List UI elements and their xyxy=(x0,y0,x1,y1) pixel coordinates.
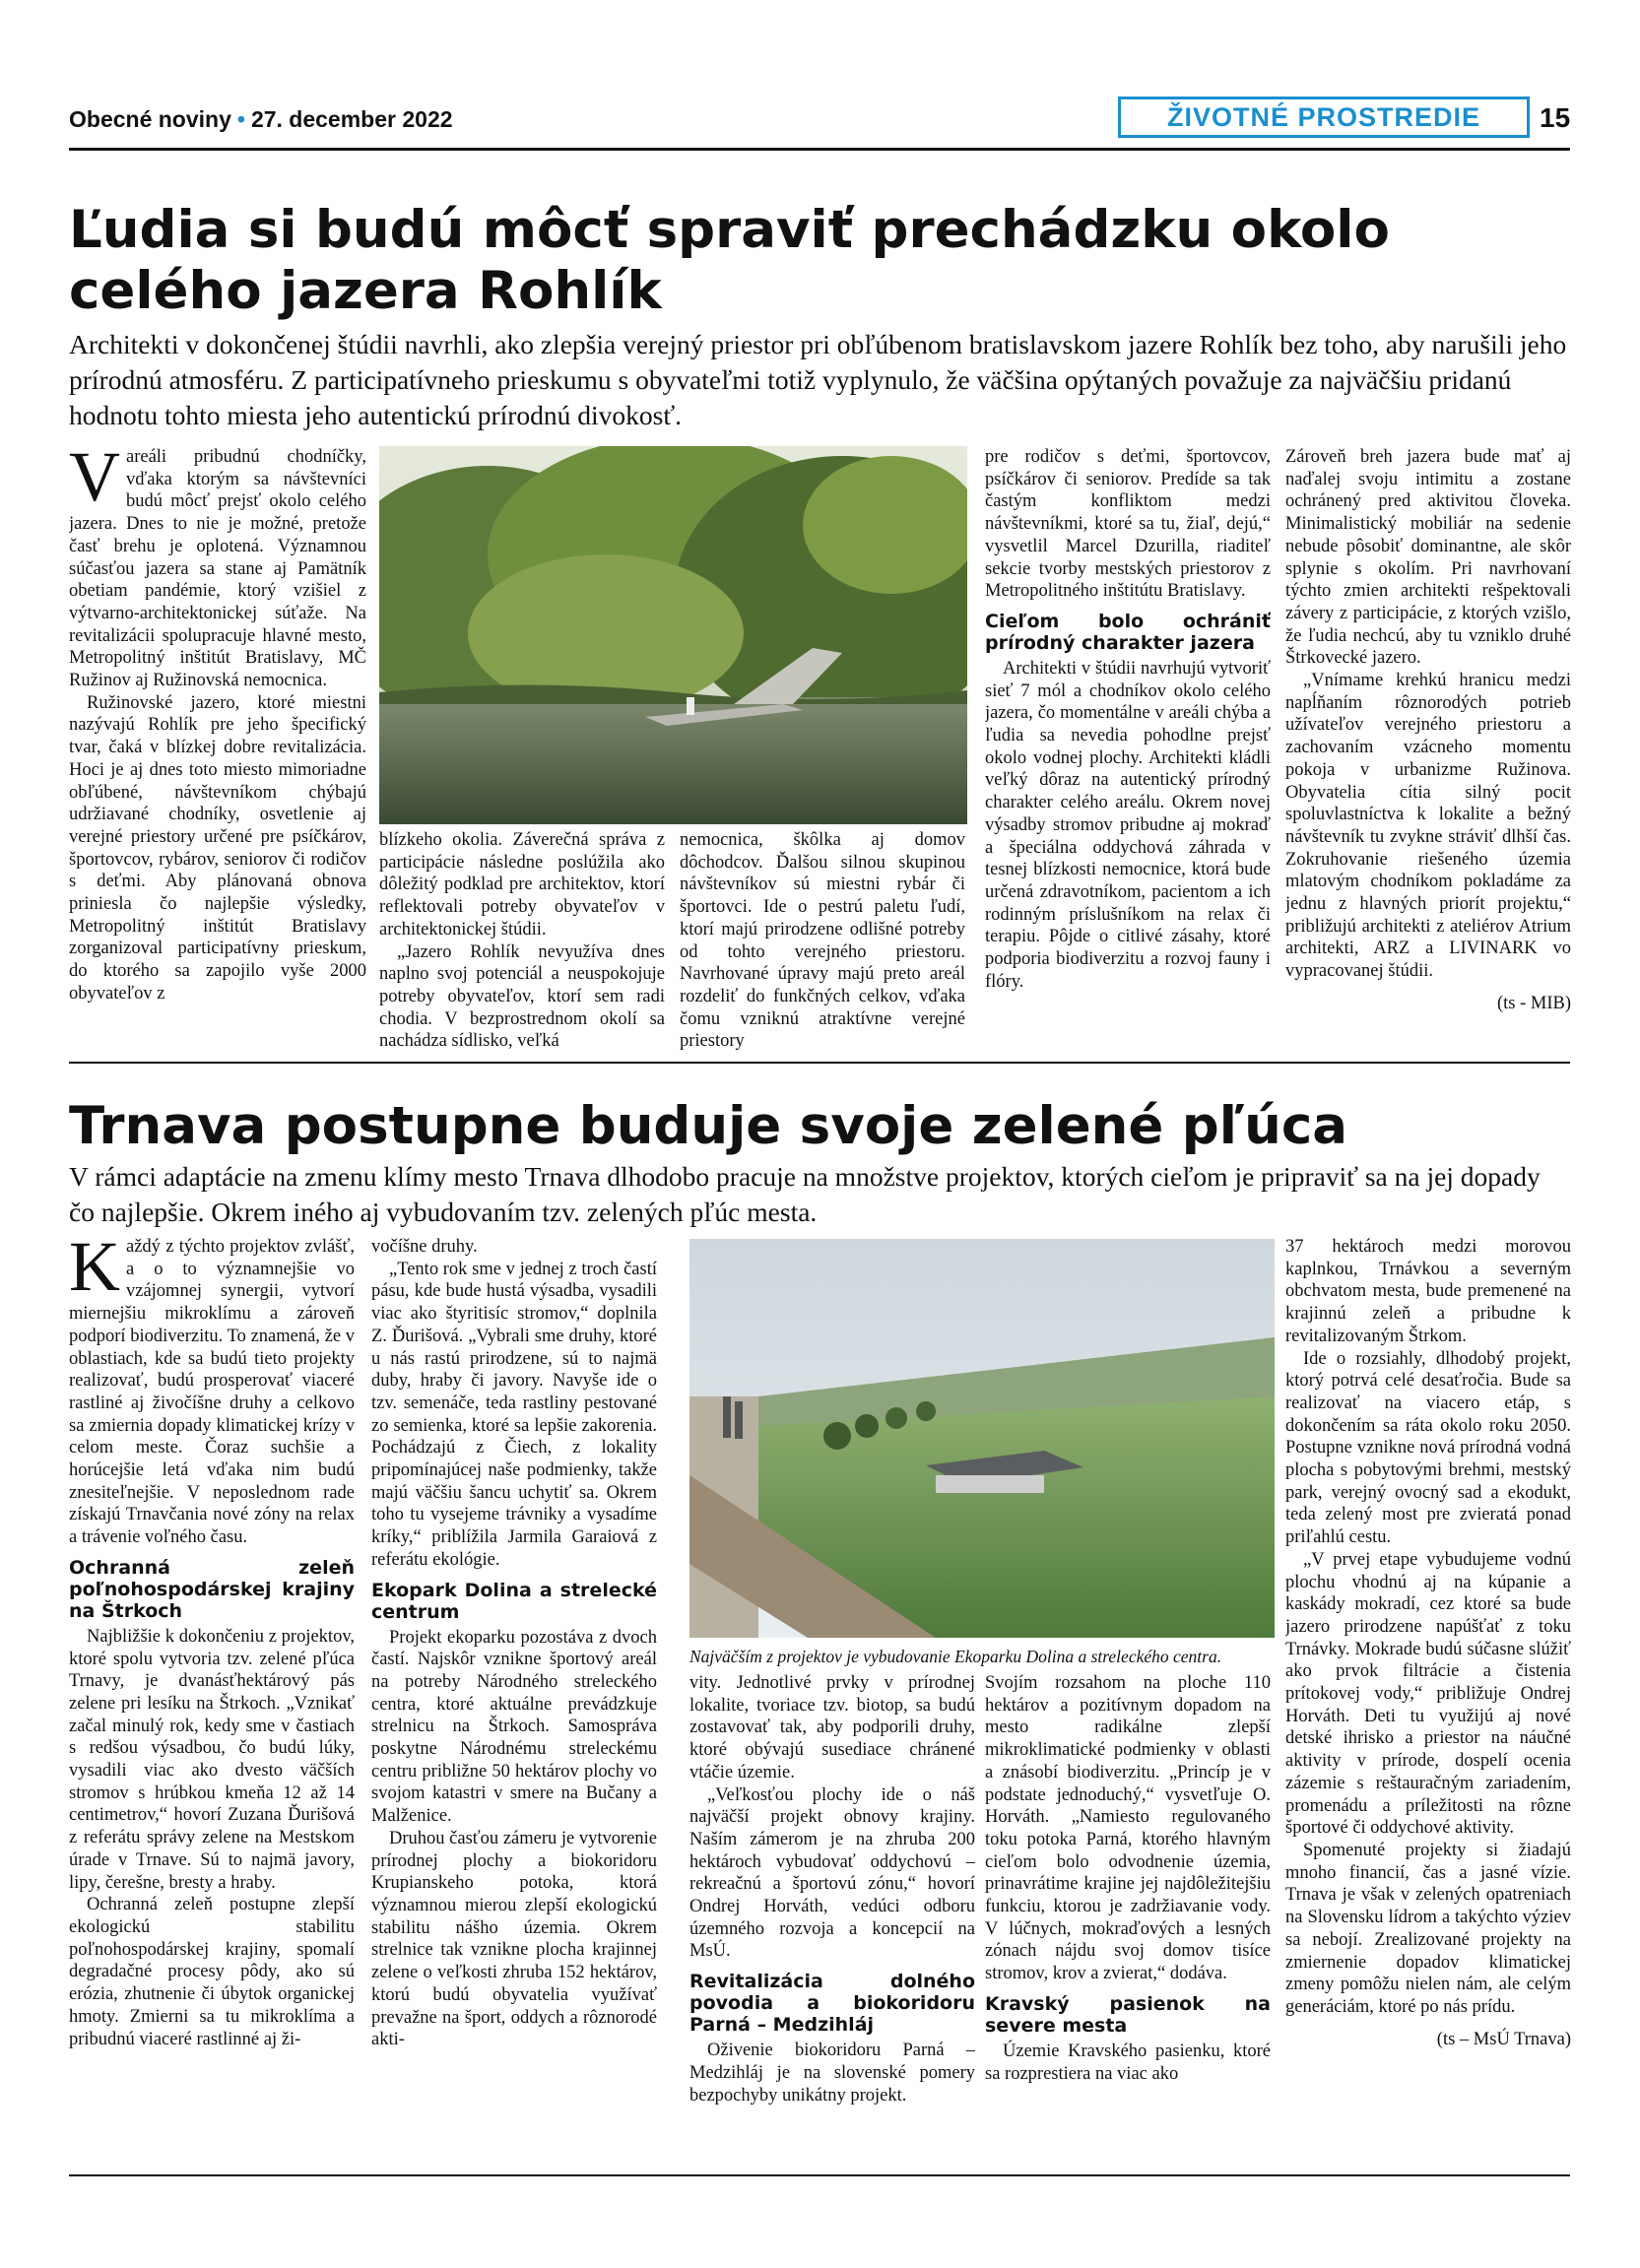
issue-date: 27. december 2022 xyxy=(250,106,453,132)
top-rule xyxy=(69,148,1570,151)
separator-dot: • xyxy=(236,106,245,132)
article2-title: Trnava postupne buduje svoje zelené pľúca xyxy=(69,1096,1348,1156)
paragraph: vočíšne druhy. xyxy=(371,1237,478,1257)
article1-column-1 xyxy=(69,446,366,1057)
article1-title: Ľudia si budú môcť spraviť prechádzku okolo celého jazera Rohlík xyxy=(69,200,1390,321)
article2-column-2 xyxy=(371,1236,657,2170)
paragraph: Územie Kravského pasienku, ktoré sa rozprestiera na viac ako xyxy=(985,2041,1271,2084)
paragraph: blízkeho okolia. Záverečná správa z participácie následne poslúžila ako dôležitý podklad pre architektov, ktorí reflektovali potreby obyvateľov v architektonickej štúdii. xyxy=(379,830,665,940)
article1-column-5 xyxy=(1285,446,1571,1057)
drop-cap: K xyxy=(69,1236,120,1306)
paragraph: pre rodičov s deťmi, športovcov, psíčkárov či seniorov. Predíde sa tak častým konfliktom medzi návštevníkmi, ktoré sa tu, žiaľ, dejú,“ vysvetlil Marcel Dzurilla, riaditeľ sekcie tvorby mestských priestorov z Metropolitného inštitútu Bratislavy. xyxy=(985,447,1271,602)
paragraph: Ochranná zeleň postupne zlepší ekologickú stabilitu poľnohospodárskej krajiny, spomalí degradačné procesy pôdy, ako sú erózia, zhutnenie či úbytok organickej hmoty. Zmierni sa tu mikroklíma a pribudnú viaceré rastlinné aj ži- xyxy=(69,1895,355,2049)
article-divider xyxy=(69,1062,1570,1064)
article2-subhead-3: Revitalizácia dolného povodia a biokoridoru Parná – Medzihláj xyxy=(689,1971,975,2037)
bottom-rule xyxy=(69,2174,1570,2176)
paragraph: „Veľkosťou plochy ide o náš najväčší projekt obnovy krajiny. Naším zámerom je na zhruba 200 hektároch vybudovať oddychovú – rekreačnú a športovú zónu,“ hovorí Ondrej Horváth, vedúci odboru územného rozvoja a koncepcií na MsÚ. xyxy=(689,1784,975,1962)
paragraph: Spomenuté projekty si žiadajú mnoho financií, čas a jasné vízie. Trnava je však v zelených opatreniach na Slovensku lídrom a takýchto výziev sa nebojí. Zrealizované projekty na zmiernenie dopadov klimatickej zmeny pomôžu nielen nám, ale celým generáciám, ktoré po nás prídu. xyxy=(1285,1840,1571,2017)
article2-lead: V rámci adaptácie na zmenu klímy mesto Trnava dlhodobo pracuje na množstve projektov, ktorých cieľom je pripraviť sa na jej dopady čo najlepšie. Okrem iného aj vybudovaním tzv. zelených pľúc mesta. xyxy=(69,1161,1541,1227)
paragraph: „Tento rok sme v jednej z troch častí pásu, kde bude hustá výsadba, vysadili viac ako štyritisíc stromov,“ doplnila Z. Ďurišová. „Vybrali sme druhy, ktoré u nás rastú prirodzene, sú to najmä duby, hraby či javory. Navyše ide o tzv. semenáče, teda rastliny pestované zo semienka, ktoré sa lepšie zakorenia. Pochádzajú z Čiech, z lokality pripomínajúcej naše podmienky, takže majú väčšiu šancu uchytiť sa. Okrem toho tu vysejeme trávniky a vysadíme kríky,“ priblížila Jarmila Garaiová z referátu ekológie. xyxy=(371,1259,657,1570)
paragraph: vity. Jednotlivé prvky v prírodnej lokalite, tvoriace tzv. biotop, sa budú zostavovať tak, aby podporili druhy, ktoré obývajú susediace chránené vtáčie územie. xyxy=(689,1673,975,1782)
section-label: ŽIVOTNÉ PROSTREDIE xyxy=(1118,97,1530,138)
paragraph: Najbližšie k dokončeniu z projektov, ktoré spolu vytvoria tzv. zelené pľúca Trnavy, je dvanásťhektárový pás zelene pri lesíku na Štrkoch. „Vznikať začal minulý rok, kedy sme v častiach s redšou výsadbou, čo budú lúky, vysadili viac ako dvesto väčších stromov s hrúbkou kmeňa 12 až 14 centimetrov,“ hovorí Zuzana Ďurišová z referátu správy zelene na Mestskom úrade v Trnave. Sú to najmä javory, lipy, čerešne, bresty a hraby. xyxy=(69,1626,355,1893)
article2-subhead-1: Ochranná zeleň poľnohospodárskej krajiny na Štrkoch xyxy=(69,1556,355,1622)
paragraph: Ružinovské jazero, ktoré miestni nazývajú Rohlík pre jeho špecifický tvar, čaká v blízkej dobre revitalizácia. Hoci je aj dnes toto miesto mimoriadne obľúbené, návštevníkom chýbajú udržiavané chodníky, osvetlenie aj verejné priestory určené pre psíčkárov, športovcov, rybárov, seniorov či rodičov s deťmi. Aby plánovaná obnova priniesla čo najlepšie výsledky, Metropolitný inštitút Bratislavy zorganizoval participatívny prieskum, do ktorého sa zapojilo vyše 2000 obyvateľov z xyxy=(69,692,366,1004)
paragraph: „V prvej etape vybudujeme vodnú plochu vhodnú aj na kúpanie a kaskády mokradí, cez ktoré sa bude jazero prirodzene napúšťať z toku Trnávky. Mokrade budú súčasne slúžiť ako prvok filtrácie a čistenia prítokovej vody,“ približuje Ondrej Horváth. Deti tu využijú aj nové detské ihrisko a priestor na náučné aktivity v prírode, dospelí ocenia zázemie s reštauračným zariadením, promenádu a príležitosti na rôzne športové či oddychové aktivity. xyxy=(1285,1549,1571,1839)
article2-column-5 xyxy=(1285,1236,1571,2170)
drop-cap: V xyxy=(69,446,120,516)
paragraph: Zároveň breh jazera bude mať aj naďalej svoju intimitu a zostane ochránený pred aktivitou človeka. Minimalistický mobiliár na sedenie nebude pôsobiť dominantne, ale skôr splynie s okolím. Pri navrhovaní týchto zmien architekti rešpektovali závery z participácie, z ktorých vzišlo, že ľudia nechcú, aby tu vzniklo druhé Štrkovecké jazero. xyxy=(1285,447,1571,669)
paragraph: Ide o rozsiahly, dlhodobý projekt, ktorý potrvá celé desaťročia. Bude sa realizovať na viacero etáp, s dokončením sa ráta okolo roku 2050. Postupne vznikne nová prírodná vodná plocha s pobytovými brehmi, mestský park, verejný ovocný sad a ekodukt, teda zelený most pre zvieratá ponad priľahlú cestu. xyxy=(1285,1348,1571,1548)
photo-caption: Najväčším z projektov je vybudovanie Ekoparku Dolina a streleckého centra. xyxy=(689,1647,1222,1666)
paragraph: „Vnímame krehkú hranicu medzi napĺňaním rôznorodých potrieb užívateľov verejného priestoru a zachovaním vzácneho momentu pokoja v urbanizme Ružinova. Obyvatelia cítia silný pocit spoluvlastníctva k lokalite a bežný návštevník tu zvykne stráviť dlhší čas. Zokruhovanie riešeného územia mlatovým chodníkom pokladáme za jednu z hlavných priorít projektu,“ približujú architekti z ateliérov Atrium architekti, ARZ a LIVINARK vo vypracovanej štúdii. xyxy=(1285,671,1571,982)
paragraph: Architekti v štúdii navrhujú vytvoriť sieť 7 mól a chodníkov okolo celého jazera, čo momentálne v areáli chýba a ľudia sa nevedia pohodlne prejsť okolo vodnej plochy. Architekti kládli veľký dôraz na autentický prírodný charakter celého areálu. Okrem novej výsadby stromov pribudne aj mokraď a špeciálna oddychová záhrada v tesnej blízkosti nemocnice, ktorá bude určená zdravotníkom, pacientom a ich rodinným príslušníkom na relax či terapiu. Pôjde o citlivé zásahy, ktoré podporia biodiverzitu a rozvoj fauny i flóry. xyxy=(985,658,1271,992)
paragraph: nemocnica, škôlka aj domov dôchodcov. Ďalšou silnou skupinou návštevníkov sú miestni rybár či športovci. Ide o pestrú paletu ľudí, ktorí majú prirodzene odlišné potreby od tohto verejného priestoru. Navrhované úpravy majú preto areál rozdeliť do funkčných celkov, vďaka čomu vzniknú atraktívne verejné priestory xyxy=(680,830,965,1052)
article1-column-4 xyxy=(985,446,1271,1057)
article2-subhead-4: Kravský pasienok na severe mesta xyxy=(985,1992,1271,2037)
article1-column-2 xyxy=(379,829,665,1056)
article1-signature: (ts - MIB) xyxy=(1496,993,1571,1013)
masthead-info xyxy=(69,106,453,133)
article1-column-3 xyxy=(680,829,965,1056)
paper-name: Obecné noviny xyxy=(69,106,231,132)
article1-lead: Architekti v dokončenej štúdii navrhli, ako zlepšia verejný priestor pri obľúbenom bratislavskom jazere Rohlík bez toho, aby narušili jeho prírodnú atmosféru. Z participatívneho prieskumu s obyvateľmi totiž vyplynulo, že väčšina opýtaných považuje za najväčšiu pridanú hodnotu tohto miesta jeho autentickú prírodnú divokosť. xyxy=(69,329,1567,430)
paragraph: Oživenie biokoridoru Parná – Medzihláj je na slovenské pomery bezpochyby unikátny projekt. xyxy=(689,2041,975,2106)
article2-column-4 xyxy=(985,1672,1271,2170)
paragraph: aždý z týchto projektov zvlášť, a o to významnejšie vo vzájomnej synergii, vytvorí miernejšiu mikroklímu a zároveň podporí biodiverzitu. To znamená, že v oblastiach, kde sa budú tieto projekty realizovať, budú prosperovať viaceré rastliné aj živočíšne druhy a celkovo sa zmiernia dopady klimatickej krízy v celom meste. Čoraz suchšie a horúcejšie letá vďaka nim budú znesiteľnejšie. V neposlednom rade získajú Trnavčania nové zóny na relax a trávenie voľného času. xyxy=(69,1237,355,1548)
article1-subhead: Cieľom bolo ochrániť prírodný charakter jazera xyxy=(985,610,1271,654)
article2-column-1 xyxy=(69,1236,355,2170)
paragraph: Svojím rozsahom na ploche 110 hektárov a pozitívnym dopadom na mesto radikálne zlepší mikroklimatické podmienky v oblasti a znásobí biodiverzitu. „Princíp je v podstate jednoduchý,“ vysvetľuje O. Horváth. „Namiesto regulovaného toku potoka Parná, ktorého hlavným cieľom bolo odvodnenie územia, prinavrátime krajine jej najdôležitejšiu funkciu, ktorou je zadržiavanie vody. V lúčnych, mokraďových a lesných zónach nájdu svoj domov tisíce stromov, krov a zvierat,“ dodáva. xyxy=(985,1673,1271,1984)
article2-signature: (ts – MsÚ Trnava) xyxy=(1436,2029,1571,2049)
paragraph: Projekt ekoparku pozostáva z dvoch častí. Najskôr vznikne športový areál na potreby Národného streleckého centra, ktoré aktuálne prevádzkuje strelnicu na Štrkoch. Samosprávа poskytne Národnému streleckému centru približne 50 hektárov plochy vo svojom katastri v smere na Bučany a Malženice. xyxy=(371,1627,657,1827)
paragraph: „Jazero Rohlík nevyužíva dnes naplno svoj potenciál a neuspokojuje potreby obyvateľov, ktorí sem radi chodia. V bezprostrednom okolí sa nachádza sídlisko, veľká xyxy=(379,941,665,1052)
article2-column-3 xyxy=(689,1672,975,2170)
paragraph: 37 hektároch medzi morovou kaplnkou, Trnávkou a severným obchvatom mesta, bude premenené na krajinnú zeleň a pribudne k revitalizovaným Štrkom. xyxy=(1285,1237,1571,1346)
paragraph: areáli pribudnú chodníčky, vďaka ktorým sa návštevníci budú môcť prejsť okolo celého jazera. Dnes to nie je možné, pretože časť brehu je oplotená. Významnou súčasťou jazera sa stane aj Pamätník obetiam pandémie, ktorý vzišiel z výtvarno-architektonickej súťaže. Na revitalizácii spolupracuje hlavné mesto, Metropolitný inštitút Bratislavy, MČ Ružinov aj Ružinovská nemocnica. xyxy=(69,447,366,691)
ekopark-render xyxy=(689,1239,1275,1638)
lake-photo xyxy=(379,446,967,824)
article2-subhead-2: Ekopark Dolina a strelecké centrum xyxy=(371,1579,657,1623)
paragraph: Druhou časťou zámeru je vytvorenie prírodnej plochy a biokoridoru Krupianskeho potoka, ktorá významnou mierou zlepší ekologickú stabilitu nášho územia. Okrem strelnice tak vznikne plocha krajinnej zelene o veľkosti zhruba 152 hektárov, ktorú budú obyvatelia využívať prevažne na šport, oddych a rôznorodé akti- xyxy=(371,1828,657,2050)
page-number: 15 xyxy=(1540,102,1571,133)
